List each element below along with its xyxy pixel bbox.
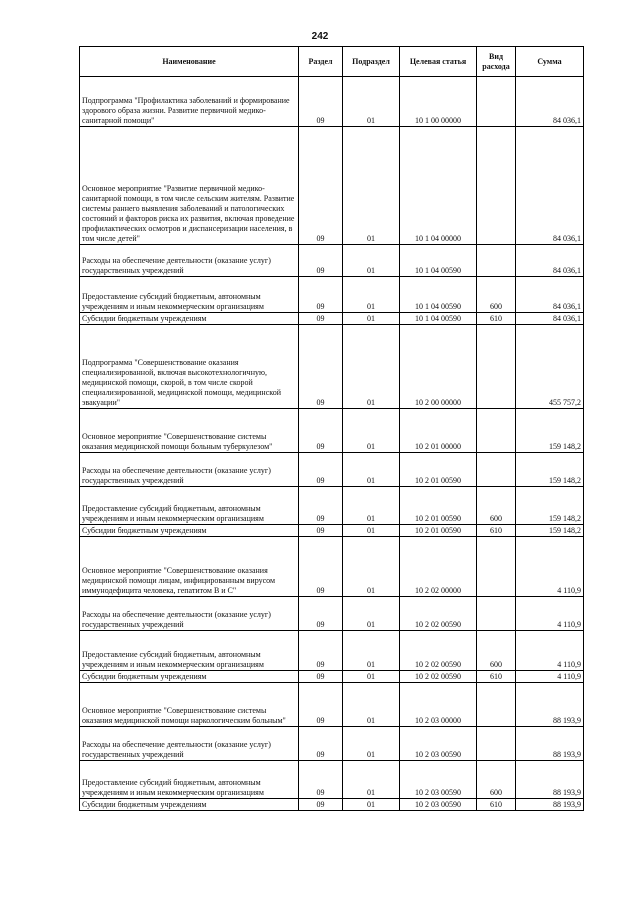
table-row: [80, 325, 584, 409]
row-sum: 84 036,1: [516, 77, 584, 127]
row-name: Субсидии бюджетным учреждениям: [80, 313, 299, 325]
row-target: 10 2 03 00590: [400, 727, 477, 761]
row-section: 09: [299, 525, 343, 537]
row-type: 600: [477, 761, 516, 799]
row-type: 610: [477, 313, 516, 325]
row-type: [477, 409, 516, 453]
row-name: Предоставление субсидий бюджетным, автономным учреждениям и иным некоммерческим организациям: [80, 761, 299, 799]
row-section: 09: [299, 799, 343, 811]
row-name: Основное мероприятие "Развитие первичной медико-санитарной помощи, в том числе сельским жителям. Развитие системы раннего выявления заболеваний и патологических состояний и факторов риска их развития, включая проведение профилактических осмотров и диспансеризации населения, в том числе детей": [80, 127, 299, 245]
header-name: Наименование: [80, 47, 299, 77]
table-row: [80, 453, 584, 487]
row-subsection: 01: [343, 245, 400, 277]
row-type: 600: [477, 631, 516, 671]
row-name: Расходы на обеспечение деятельности (оказание услуг) государственных учреждений: [80, 597, 299, 631]
row-type: 610: [477, 799, 516, 811]
row-section: 09: [299, 683, 343, 727]
row-name: Расходы на обеспечение деятельности (оказание услуг) государственных учреждений: [80, 245, 299, 277]
row-section: 09: [299, 313, 343, 325]
row-section: 09: [299, 325, 343, 409]
row-sum: 84 036,1: [516, 245, 584, 277]
row-target: 10 2 01 00590: [400, 525, 477, 537]
header-target: Целевая статья: [400, 47, 477, 77]
row-subsection: 01: [343, 671, 400, 683]
row-type: [477, 127, 516, 245]
table-row: [80, 683, 584, 727]
table-row: [80, 727, 584, 761]
row-target: 10 2 02 00000: [400, 537, 477, 597]
page-number: 242: [311, 31, 329, 42]
row-sum: 4 110,9: [516, 597, 584, 631]
row-sum: 4 110,9: [516, 537, 584, 597]
header-sum: Сумма: [516, 47, 584, 77]
header-subsection: Подраздел: [343, 47, 400, 77]
row-sum: 159 148,2: [516, 487, 584, 525]
row-section: 09: [299, 77, 343, 127]
row-type: 610: [477, 671, 516, 683]
row-section: 09: [299, 761, 343, 799]
row-section: 09: [299, 409, 343, 453]
row-name: Расходы на обеспечение деятельности (оказание услуг) государственных учреждений: [80, 453, 299, 487]
row-sum: 84 036,1: [516, 313, 584, 325]
row-target: 10 1 04 00590: [400, 313, 477, 325]
row-target: 10 2 02 00590: [400, 671, 477, 683]
table-row: [80, 761, 584, 799]
row-target: 10 1 04 00590: [400, 245, 477, 277]
row-type: [477, 77, 516, 127]
row-section: 09: [299, 127, 343, 245]
row-section: 09: [299, 671, 343, 683]
row-subsection: 01: [343, 313, 400, 325]
row-type: [477, 727, 516, 761]
row-name: Подпрограмма "Совершенствование оказания специализированной, включая высокотехнологичную, медицинской помощи, скорой, в том числе скорой специализированной, медицинской помощи, медицинской эвакуации": [80, 325, 299, 409]
table-row: [80, 799, 584, 811]
row-subsection: 01: [343, 631, 400, 671]
row-sum: 88 193,9: [516, 799, 584, 811]
row-type: [477, 683, 516, 727]
table-row: [80, 671, 584, 683]
row-name: Предоставление субсидий бюджетным, автономным учреждениям и иным некоммерческим организациям: [80, 487, 299, 525]
budget-table: [79, 46, 584, 811]
row-name: Основное мероприятие "Совершенствование оказания медицинской помощи лицам, инфицированным вирусом иммунодефицита человека, гепатитом В и С": [80, 537, 299, 597]
row-type: [477, 597, 516, 631]
row-target: 10 2 03 00000: [400, 683, 477, 727]
row-target: 10 1 04 00590: [400, 277, 477, 313]
table-row: [80, 277, 584, 313]
table-row: [80, 631, 584, 671]
row-type: [477, 537, 516, 597]
row-subsection: 01: [343, 537, 400, 597]
row-sum: 88 193,9: [516, 683, 584, 727]
row-subsection: 01: [343, 525, 400, 537]
row-sum: 159 148,2: [516, 525, 584, 537]
row-target: 10 2 02 00590: [400, 597, 477, 631]
row-subsection: 01: [343, 453, 400, 487]
row-type: 600: [477, 487, 516, 525]
row-subsection: 01: [343, 597, 400, 631]
row-sum: 4 110,9: [516, 631, 584, 671]
row-subsection: 01: [343, 409, 400, 453]
row-target: 10 2 03 00590: [400, 799, 477, 811]
row-name: Предоставление субсидий бюджетным, автономным учреждениям и иным некоммерческим организациям: [80, 631, 299, 671]
row-name: Предоставление субсидий бюджетным, автономным учреждениям и иным некоммерческим организациям: [80, 277, 299, 313]
row-target: 10 2 01 00590: [400, 453, 477, 487]
row-subsection: 01: [343, 487, 400, 525]
row-subsection: 01: [343, 277, 400, 313]
row-name: Подпрограмма "Профилактика заболеваний и формирование здорового образа жизни. Развитие первичной медико-санитарной помощи": [80, 77, 299, 127]
row-type: [477, 325, 516, 409]
row-type: 610: [477, 525, 516, 537]
row-subsection: 01: [343, 761, 400, 799]
row-sum: 159 148,2: [516, 409, 584, 453]
table-row: [80, 487, 584, 525]
row-target: 10 1 04 00000: [400, 127, 477, 245]
row-subsection: 01: [343, 799, 400, 811]
header-type: Вид расхода: [477, 47, 516, 77]
table-header-row: [80, 47, 584, 77]
row-subsection: 01: [343, 325, 400, 409]
row-section: 09: [299, 453, 343, 487]
row-sum: 4 110,9: [516, 671, 584, 683]
row-type: [477, 245, 516, 277]
row-target: 10 1 00 00000: [400, 77, 477, 127]
row-type: [477, 453, 516, 487]
row-subsection: 01: [343, 77, 400, 127]
table-row: [80, 409, 584, 453]
row-sum: 88 193,9: [516, 727, 584, 761]
row-target: 10 2 03 00590: [400, 761, 477, 799]
table-row: [80, 537, 584, 597]
header-section: Раздел: [299, 47, 343, 77]
row-section: 09: [299, 727, 343, 761]
row-type: 600: [477, 277, 516, 313]
table-row: [80, 525, 584, 537]
row-name: Основное мероприятие "Совершенствование системы оказания медицинской помощи наркологическим больным": [80, 683, 299, 727]
row-name: Субсидии бюджетным учреждениям: [80, 525, 299, 537]
table-row: [80, 127, 584, 245]
row-target: 10 2 02 00590: [400, 631, 477, 671]
row-section: 09: [299, 631, 343, 671]
row-target: 10 2 01 00000: [400, 409, 477, 453]
row-sum: 159 148,2: [516, 453, 584, 487]
row-section: 09: [299, 537, 343, 597]
row-section: 09: [299, 487, 343, 525]
table-row: [80, 245, 584, 277]
row-name: Расходы на обеспечение деятельности (оказание услуг) государственных учреждений: [80, 727, 299, 761]
table-row: [80, 77, 584, 127]
row-section: 09: [299, 597, 343, 631]
row-name: Субсидии бюджетным учреждениям: [80, 671, 299, 683]
row-subsection: 01: [343, 727, 400, 761]
row-name: Основное мероприятие "Совершенствование системы оказания медицинской помощи больным туберкулезом": [80, 409, 299, 453]
table-row: [80, 313, 584, 325]
row-sum: 84 036,1: [516, 277, 584, 313]
row-subsection: 01: [343, 683, 400, 727]
row-sum: 84 036,1: [516, 127, 584, 245]
row-section: 09: [299, 245, 343, 277]
table-row: [80, 597, 584, 631]
row-sum: 88 193,9: [516, 761, 584, 799]
row-sum: 455 757,2: [516, 325, 584, 409]
row-name: Субсидии бюджетным учреждениям: [80, 799, 299, 811]
row-target: 10 2 01 00590: [400, 487, 477, 525]
row-section: 09: [299, 277, 343, 313]
row-target: 10 2 00 00000: [400, 325, 477, 409]
row-subsection: 01: [343, 127, 400, 245]
